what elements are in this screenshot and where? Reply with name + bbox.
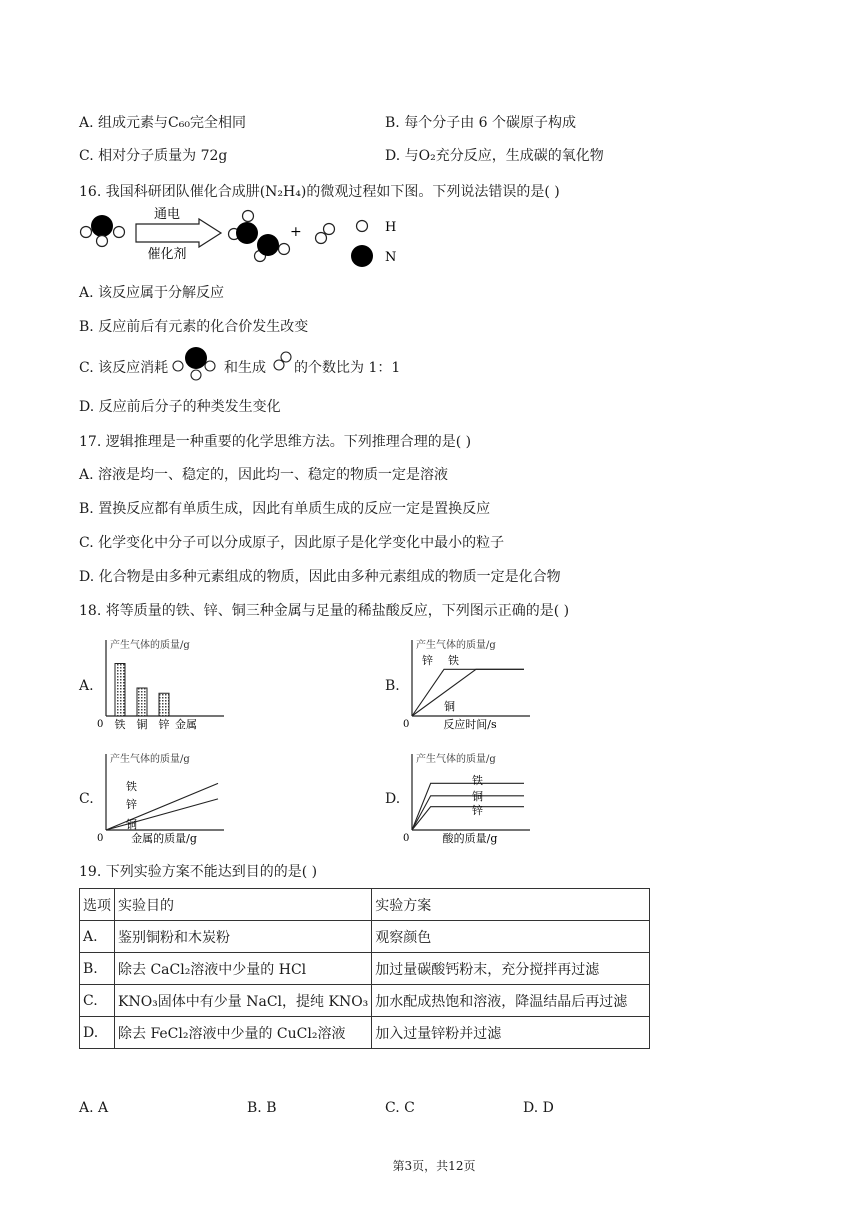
series-label: 铁 bbox=[448, 654, 459, 667]
series-line-锌 bbox=[412, 669, 524, 716]
legend-h-icon bbox=[357, 221, 368, 232]
table-cell: B. bbox=[80, 953, 115, 985]
hydrogen-molecule-icon bbox=[316, 224, 335, 244]
chart-c bbox=[96, 748, 226, 848]
table-cell: 观察颜色 bbox=[372, 921, 650, 953]
q18-label-d: D. bbox=[385, 791, 401, 807]
table-cell: D. bbox=[80, 1017, 115, 1049]
y-axis-label: 产生气体的质量/g bbox=[416, 640, 496, 651]
q15-option-c: C. 相对分子质量为 72g bbox=[79, 148, 228, 164]
legend-n-icon bbox=[351, 245, 373, 267]
q16-option-c-prefix: C. 该反应消耗 bbox=[79, 360, 169, 376]
page-footer: 第3页，共12页 bbox=[392, 1159, 476, 1173]
table-cell: KNO₃固体中有少量 NaCl，提纯 KNO₃ bbox=[115, 985, 372, 1017]
legend-n-label: N bbox=[385, 250, 397, 265]
x-tick-label: 锌 bbox=[158, 718, 170, 731]
table-cell: 除去 FeCl₂溶液中少量的 CuCl₂溶液 bbox=[115, 1017, 372, 1049]
series-line-锌 bbox=[106, 799, 218, 830]
y-axis-label: 产生气体的质量/g bbox=[110, 640, 190, 651]
q17-option-c: C. 化学变化中分子可以分成原子，因此原子是化学变化中最小的粒子 bbox=[79, 535, 505, 551]
chart-a bbox=[96, 634, 226, 734]
plus-sign: + bbox=[290, 224, 302, 240]
q16-option-c-middle: 和生成 bbox=[224, 360, 266, 376]
hydrazine-molecule-icon bbox=[229, 211, 290, 262]
bar-铁 bbox=[115, 664, 125, 717]
q17-option-d: D. 化合物是由多种元素组成的物质，因此由多种元素组成的物质一定是化合物 bbox=[79, 569, 561, 585]
series-label: 锌 bbox=[472, 804, 483, 817]
q19-choice-c: C. C bbox=[385, 1100, 415, 1116]
series-line-铜 bbox=[412, 796, 524, 830]
series-line-锌 bbox=[412, 807, 524, 830]
table-row bbox=[80, 985, 650, 1017]
series-label: 铜 bbox=[126, 818, 137, 831]
series-label: 铜 bbox=[444, 700, 455, 713]
series-label: 铜 bbox=[472, 790, 483, 803]
y-axis-label: 产生气体的质量/g bbox=[110, 754, 190, 765]
table-header-row bbox=[80, 889, 650, 921]
series-line-铁 bbox=[106, 783, 218, 830]
series-label: 锌 bbox=[422, 654, 433, 667]
q16-option-c-suffix: 的个数比为 1：1 bbox=[294, 360, 401, 376]
q17-option-b: B. 置换反应都有单质生成，因此有单质生成的反应一定是置换反应 bbox=[79, 501, 491, 517]
table-cell: A. bbox=[80, 921, 115, 953]
origin-label: 0 bbox=[97, 833, 104, 844]
q18-label-b: B. bbox=[385, 678, 400, 694]
q16-option-d: D. 反应前后分子的种类发生变化 bbox=[79, 399, 281, 415]
arrow-label-top: 通电 bbox=[153, 207, 181, 222]
arrow-label-bottom: 催化剂 bbox=[147, 247, 187, 262]
q15-option-a: A. 组成元素与C₆₀完全相同 bbox=[79, 115, 246, 131]
bar-铜 bbox=[137, 688, 147, 716]
legend-h-label: H bbox=[385, 220, 397, 235]
series-label: 锌 bbox=[126, 798, 137, 811]
table-cell: 鉴别铜粉和木炭粉 bbox=[115, 921, 372, 953]
q16-stem: 16. 我国科研团队催化合成肼(N₂H₄)的微观过程如下图。下列说法错误的是( ) bbox=[79, 184, 560, 200]
x-tick-label: 铁 bbox=[114, 718, 126, 731]
q16-option-b: B. 反应前后有元素的化合价发生改变 bbox=[79, 319, 309, 335]
table-header-cell: 实验方案 bbox=[372, 889, 650, 921]
q19-choice-b: B. B bbox=[247, 1100, 277, 1116]
table-cell: C. bbox=[80, 985, 115, 1017]
q19-stem: 19. 下列实验方案不能达到目的的是( ) bbox=[79, 864, 318, 880]
table-cell: 加过量碳酸钙粉末，充分搅拌再过滤 bbox=[372, 953, 650, 985]
reaction-arrow-icon bbox=[136, 219, 221, 247]
series-line-铁 bbox=[412, 669, 524, 716]
table-header-cell: 实验目的 bbox=[115, 889, 372, 921]
q18-label-c: C. bbox=[79, 791, 94, 807]
table-row bbox=[80, 921, 650, 953]
q16-option-a: A. 该反应属于分解反应 bbox=[79, 285, 225, 301]
ammonia-small-icon bbox=[172, 344, 224, 384]
table-header-cell: 选项 bbox=[80, 889, 115, 921]
q19-table bbox=[79, 888, 650, 1049]
x-axis-label: 酸的质量/g bbox=[442, 832, 498, 845]
y-axis-label: 产生气体的质量/g bbox=[416, 754, 496, 765]
q19-choice-d: D. D bbox=[523, 1100, 554, 1116]
origin-label: 0 bbox=[97, 719, 104, 730]
table-row bbox=[80, 953, 650, 985]
q17-option-a: A. 溶液是均一、稳定的，因此均一、稳定的物质一定是溶液 bbox=[79, 467, 449, 483]
bar-锌 bbox=[159, 693, 169, 716]
q17-stem: 17. 逻辑推理是一种重要的化学思维方法。下列推理合理的是( ) bbox=[79, 434, 472, 450]
table-cell: 加水配成热饱和溶液，降温结晶后再过滤 bbox=[372, 985, 650, 1017]
series-label: 铁 bbox=[126, 780, 137, 793]
q15-option-b: B. 每个分子由 6 个碳原子构成 bbox=[385, 115, 576, 131]
x-axis-label: 反应时间/s bbox=[443, 718, 497, 731]
x-axis-label: 金属 bbox=[175, 718, 197, 731]
ammonia-molecule-icon bbox=[81, 215, 125, 247]
hydrogen-small-icon bbox=[272, 350, 294, 374]
q18-stem: 18. 将等质量的铁、锌、铜三种金属与足量的稀盐酸反应，下列图示正确的是( ) bbox=[79, 603, 570, 619]
chart-b bbox=[402, 634, 532, 734]
chart-d bbox=[402, 748, 532, 848]
x-tick-label: 铜 bbox=[136, 718, 148, 731]
table-row bbox=[80, 1017, 650, 1049]
x-axis-label: 金属的质量/g bbox=[131, 832, 197, 845]
series-label: 铁 bbox=[472, 774, 483, 787]
reaction-diagram bbox=[79, 205, 419, 275]
q18-label-a: A. bbox=[79, 678, 94, 694]
origin-label: 0 bbox=[403, 719, 410, 730]
origin-label: 0 bbox=[403, 833, 410, 844]
table-cell: 除去 CaCl₂溶液中少量的 HCl bbox=[115, 953, 372, 985]
q19-choice-a: A. A bbox=[79, 1100, 109, 1116]
table-cell: 加入过量锌粉并过滤 bbox=[372, 1017, 650, 1049]
q15-option-d: D. 与O₂充分反应，生成碳的氧化物 bbox=[385, 148, 604, 164]
